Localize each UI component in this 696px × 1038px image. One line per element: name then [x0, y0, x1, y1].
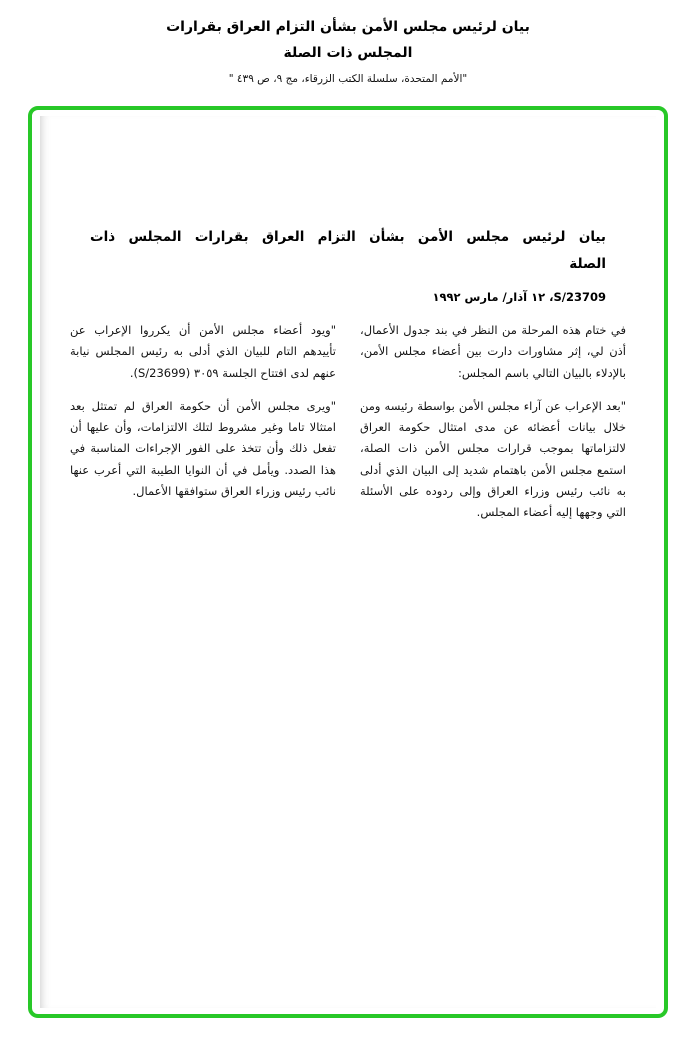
document-page	[40, 116, 656, 1008]
column-right	[360, 320, 626, 535]
paragraph-right-1: في ختام هذه المرحلة من النظر في بند جدول الأعمال، أذن لي، إثر مشاورات دارت بين أعضاء مجلس الأمن، بالإدلاء بالبيان التالي باسم المجلس:	[360, 323, 626, 380]
header-source-citation: "الأمم المتحدة، سلسلة الكتب الزرقاء، مج ٩، ص ٤٣٩ "	[228, 72, 468, 85]
document-reference: S/23709، ١٢ آذار/ مارس ١٩٩٢	[432, 290, 606, 304]
column-left	[70, 320, 336, 535]
paragraph-left-1: "ويود أعضاء مجلس الأمن أن يكرروا الإعراب عن تأييدهم التام للبيان الذي أدلى به رئيس المجلس نيابة عنهم لدى افتتاح الجلسة ٣٠٥٩ (S/23699).	[70, 323, 336, 380]
header-title-line2: المجلس ذات الصلة	[283, 45, 413, 62]
header-title-line1: بيان لرئيس مجلس الأمن بشأن التزام العراق بقرارات	[166, 19, 530, 35]
document-columns	[70, 320, 626, 535]
highlight-frame	[28, 106, 668, 1018]
document-title: بيان لرئيس مجلس الأمن بشأن التزام العراق بقرارات المجلس ذات الصلة	[90, 229, 606, 272]
page-header	[0, 0, 696, 85]
paragraph-right-2: "بعد الإعراب عن آراء مجلس الأمن بواسطة رئيسه ومن خلال بيانات أعضائه عن مدى امتثال حكومة العراق لالتزاماتها بموجب قرارات مجلس الأمن ذات الصلة، استمع مجلس الأمن باهتمام شديد إلى البيان الذي أدلى به نائب رئيس وزراء العراق وإلى ردوده على الأسئلة التي وجهها إليه أعضاء المجلس.	[360, 398, 626, 520]
paragraph-left-2: "ويرى مجلس الأمن أن حكومة العراق لم تمتثل بعد امتثالا تاما وغير مشروط لتلك الالتزامات، وأن عليها أن تفعل ذلك وأن تتخذ على الفور الإجراءات المناسبة في هذا الصدد. ويأمل في أن النوايا الطيبة التي أعرب عنها نائب رئيس وزراء العراق ستوافقها الأعمال.	[70, 398, 336, 498]
